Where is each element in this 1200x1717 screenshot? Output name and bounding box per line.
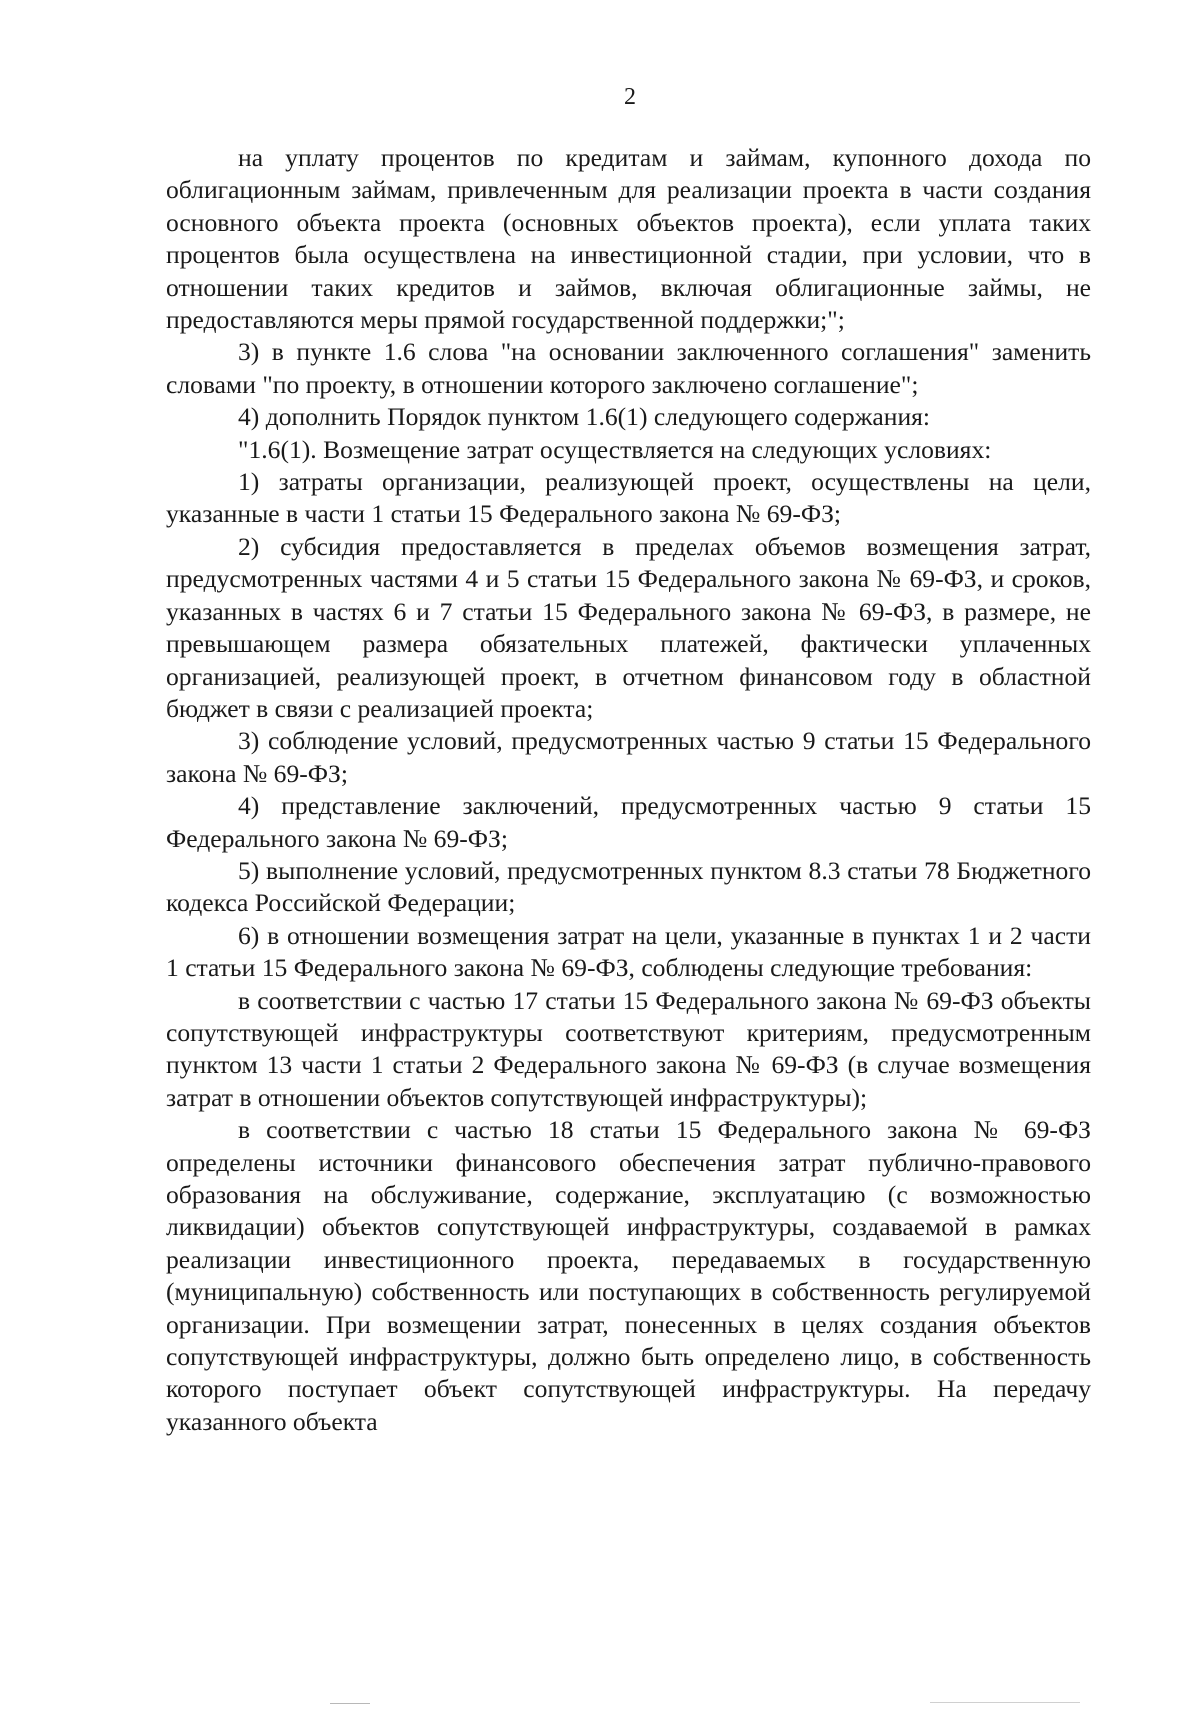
- paragraph-condition-2: 2) субсидия предоставляется в пределах объемов возмещения затрат, предусмотренных частями 4 и 5 статьи 15 Федерального закона № 69-ФЗ, и сроков, указанных в частях 6 и 7 статьи 15 Федерального закона № 69-ФЗ, в размере, не превышающем размера обязательных платежей, фактически уплаченных организацией, реализующей проект, в отчетном финансовом году в областной бюджет в связи с реализацией проекта;: [166, 531, 1091, 723]
- paragraph-item-4: 4) дополнить Порядок пунктом 1.6(1) следующего содержания:: [238, 402, 931, 432]
- scan-artifact: [330, 1703, 370, 1704]
- paragraph-requirement-18: в соответствии с частью 18 статьи 15 Федерального закона № 69-ФЗ определены источники финансового обеспечения затрат публично-правового образования на обслуживание, содержание, эксплуатацию (с возможностью ликвидации) объектов сопутствующей инфраструктуры, создаваемой в рамках реализации инвестиционного проекта, передаваемых в государственную (муниципальную) собственность или поступающих в собственность регулируемой организации. При возмещении затрат, понесенных в целях создания объектов сопутствующей инфраструктуры, должно быть определено лицо, в собственность которого поступает объект сопутствующей инфраструктуры. На передачу указанного объекта: [166, 1115, 1091, 1436]
- paragraph-condition-5: 5) выполнение условий, предусмотренных пунктом 8.3 статьи 78 Бюджетного кодекса Российской Федерации;: [166, 855, 1091, 918]
- paragraph-condition-3: 3) соблюдение условий, предусмотренных частью 9 статьи 15 Федерального закона № 69-ФЗ;: [166, 726, 1091, 788]
- paragraph-condition-4: 4) представление заключений, предусмотренных частью 9 статьи 15 Федерального закона № 69-ФЗ;: [166, 791, 1091, 853]
- document-body: [166, 142, 1091, 1438]
- paragraph-requirement-17: в соответствии с частью 17 статьи 15 Федерального закона № 69-ФЗ объекты сопутствующей инфраструктуры соответствуют критериям, предусмотренным пунктом 13 части 1 статьи 2 Федерального закона № 69-ФЗ (в случае возмещения затрат в отношении объектов сопутствующей инфраструктуры);: [166, 985, 1091, 1112]
- paragraph-condition-1: 1) затраты организации, реализующей проект, осуществлены на цели, указанные в части 1 статьи 15 Федерального закона № 69-ФЗ;: [166, 467, 1091, 529]
- paragraph-clause-1-6-1: "1.6(1). Возмещение затрат осуществляется на следующих условиях:: [238, 434, 992, 464]
- scan-artifact: [930, 1702, 1080, 1703]
- page-number: 2: [624, 84, 636, 110]
- paragraph-condition-6: 6) в отношении возмещения затрат на цели, указанные в пунктах 1 и 2 части 1 статьи 15 Федерального закона № 69-ФЗ, соблюдены следующие требования:: [166, 920, 1091, 983]
- paragraph-continuation: на уплату процентов по кредитам и займам, купонного дохода по облигационным займам, привлеченным для реализации проекта в части создания основного объекта проекта (основных объектов проекта), если уплата таких процентов была осуществлена на инвестиционной стадии, при условии, что в отношении таких кредитов и займов, включая облигационные займы, не предоставляются меры прямой государственной поддержки;";: [166, 143, 1091, 335]
- paragraph-item-3: 3) в пункте 1.6 слова "на основании заключенного соглашения" заменить словами "по проекту, в отношении которого заключено соглашение";: [166, 337, 1091, 399]
